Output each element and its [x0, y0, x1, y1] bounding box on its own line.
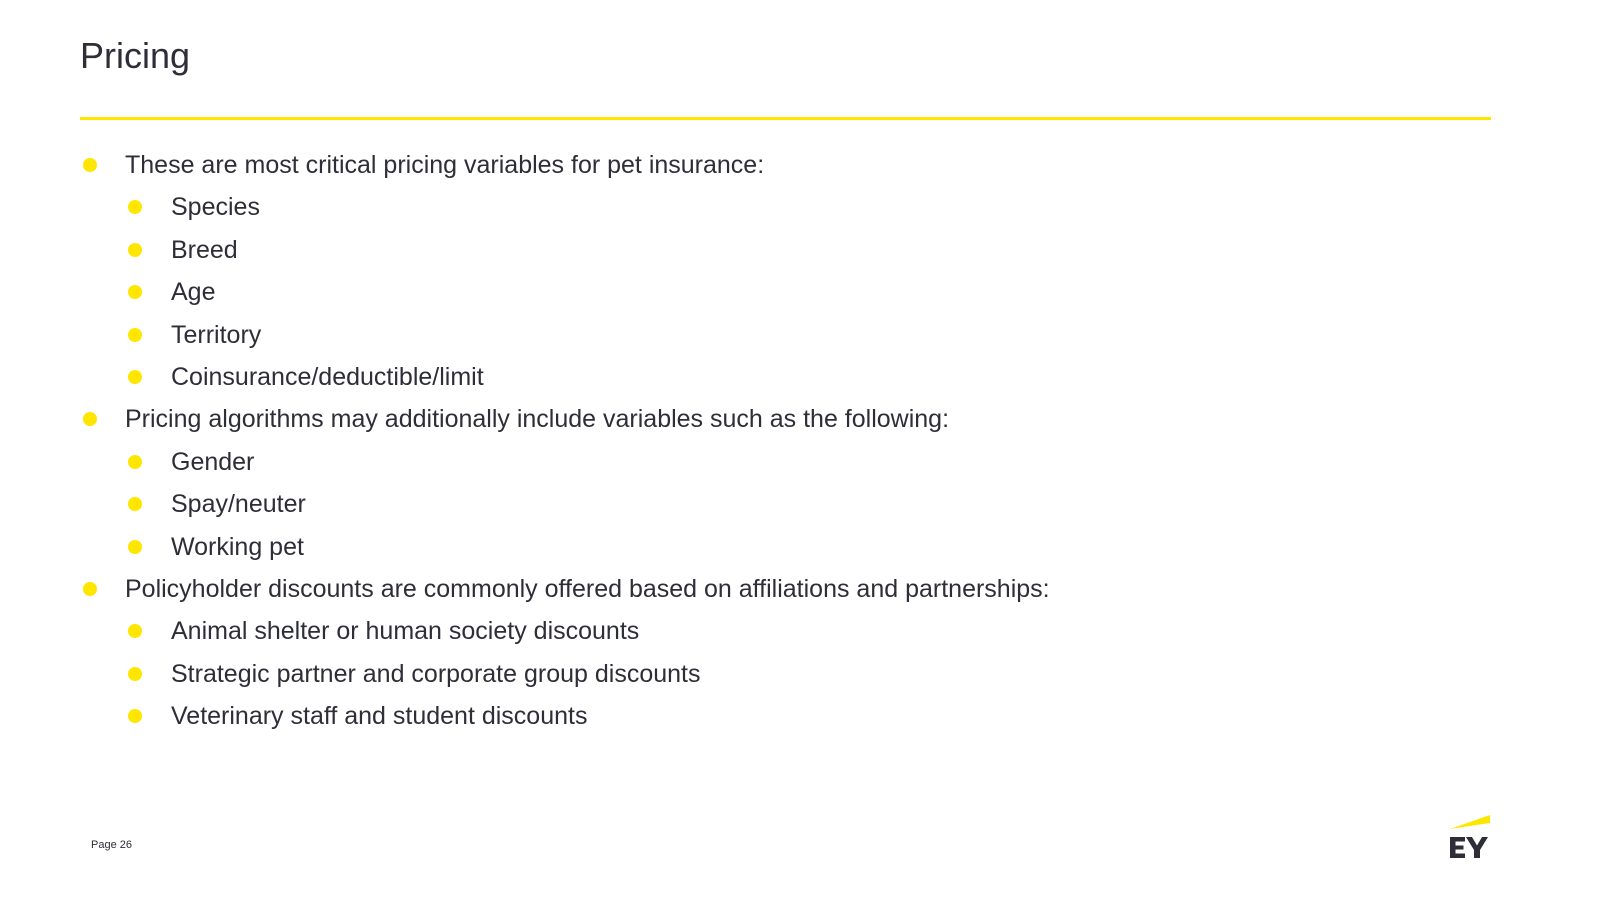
bullet-text: Gender — [171, 447, 255, 476]
bullet-dot-icon — [83, 158, 97, 172]
bullet-item — [80, 144, 1500, 186]
bullet-text: Species — [171, 193, 260, 222]
bullet-dot-icon — [128, 285, 142, 299]
bullet-dot-icon — [128, 200, 142, 214]
bullet-text: Spay/neuter — [171, 490, 306, 519]
bullet-dot-icon — [83, 412, 97, 426]
bullet-item — [80, 568, 1500, 610]
bullet-dot-icon — [128, 455, 142, 469]
bullet-dot-icon — [128, 667, 142, 681]
bullet-text: Age — [171, 278, 216, 307]
sub-bullet-item — [80, 186, 1500, 228]
sub-bullet-item — [80, 526, 1500, 568]
sub-bullet-item — [80, 271, 1500, 313]
bullet-text: Coinsurance/deductible/limit — [171, 362, 484, 391]
sub-bullet-item — [80, 483, 1500, 525]
bullet-text: Working pet — [171, 532, 304, 561]
bullet-dot-icon — [128, 370, 142, 384]
page-number: Page 26 — [91, 839, 132, 851]
sub-bullet-item — [80, 695, 1500, 737]
sub-bullet-item — [80, 441, 1500, 483]
bullet-text: Veterinary staff and student discounts — [171, 702, 588, 731]
bullet-dot-icon — [128, 243, 142, 257]
sub-bullet-item — [80, 653, 1500, 695]
bullet-dot-icon — [128, 709, 142, 723]
sub-bullet-item — [80, 229, 1500, 271]
bullet-text: Breed — [171, 235, 238, 264]
sub-bullet-item — [80, 610, 1500, 652]
slide-title: Pricing — [80, 35, 191, 76]
sub-bullet-item — [80, 314, 1500, 356]
bullet-text: Animal shelter or human society discounts — [171, 617, 640, 646]
bullet-text: Pricing algorithms may additionally include variables such as the following: — [125, 405, 950, 434]
bullet-dot-icon — [128, 328, 142, 342]
bullet-item — [80, 398, 1500, 440]
bullet-dot-icon — [128, 497, 142, 511]
bullet-dot-icon — [128, 624, 142, 638]
bullet-text: Territory — [171, 320, 262, 349]
bullet-list — [80, 144, 1500, 737]
bullet-text: Policyholder discounts are commonly offered based on affiliations and partnerships: — [125, 574, 1050, 603]
sub-bullet-item — [80, 356, 1500, 398]
bullet-dot-icon — [83, 582, 97, 596]
title-divider — [80, 117, 1491, 120]
bullet-dot-icon — [128, 540, 142, 554]
bullet-text: These are most critical pricing variables for pet insurance: — [125, 151, 765, 179]
bullet-text: Strategic partner and corporate group discounts — [171, 659, 701, 688]
ey-logo — [1448, 815, 1492, 859]
